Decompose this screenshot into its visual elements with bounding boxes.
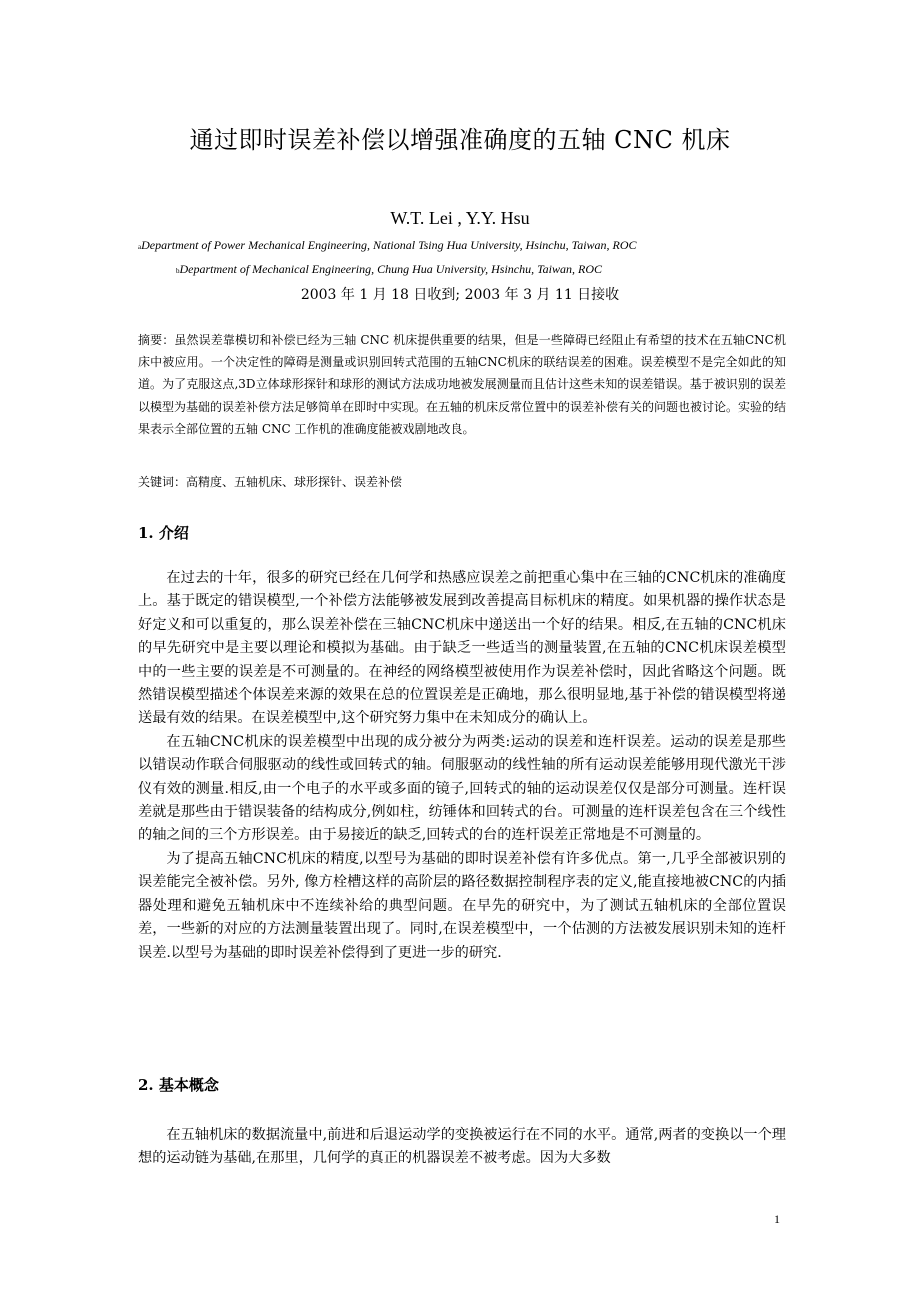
paragraph: 为了提高五轴CNC机床的精度,以型号为基础的即时误差补偿有许多优点。第一,几乎全部被识别的误差能完全被补偿。另外, 像方栓槽这样的高阶层的路径数据控制程序表的定义,能直接地被CNC的内插器处理和避免五轴机床中不连续补给的典型问题。在早先的研究中，为了测试五轴机床的全部位置误差，一些新的对应的方法测量装置出现了。同时,在误差模型中，一个估测的方法被发展识别未知的连杆误差.以型号为基础的即时误差补偿得到了更进一步的研究. [138, 850, 786, 961]
abstract: 摘要：虽然误差靠模切和补偿已经为三轴 CNC 机床提供重要的结果，但是一些障碍已经阻止有希望的技术在五轴CNC机床中被应用。一个决定性的障碍是测量或识别回转式范围的五轴CNC机床的联结误差的困难。误差模型不是完全如此的知道。为了克服这点,3D立体球形探针和球形的测试方法成功地被发展测量而且估计这些未知的误差错误。基于被识别的误差以模型为基础的误差补偿方法足够简单在即时中实现。在五轴的机床反常位置中的误差补偿有关的问题也被讨论。实验的结果表示全部位置的五轴 CNC 工作机的准确度能被戏剧地改良。 [138, 333, 787, 436]
section-body-basic-concepts [138, 1124, 786, 1171]
section-heading-basic-concepts: 2. 基本概念 [138, 1076, 219, 1094]
paragraph: 在过去的十年，很多的研究已经在几何学和热感应误差之前把重心集中在三轴的CNC机床的准确度上。基于既定的错误模型,一个补偿方法能够被发展到改善提高目标机床的精度。如果机器的操作状态是好定义和可以重复的，那么误差补偿在三轴CNC机床中递送出一个好的结果。相反,在五轴的CNC机床的早先研究中是主要以理论和模拟为基础。由于缺乏一些适当的测量装置,在五轴的CNC机床误差模型中的一些主要的误差是不可测量的。在神经的网络模型被使用作为误差补偿时，因此省略这个问题。既然错误模型描述个体误差来源的效果在总的位置误差是正确地，那么很明显地,基于补偿的错误模型将递送最有效的结果。在误差模型中,这个研究努力集中在未知成分的确认上。 [138, 570, 786, 727]
affiliation-mark: a [138, 243, 142, 251]
section-body-introduction [138, 567, 786, 965]
affiliation-mark: b [176, 267, 180, 275]
received-dates: 2003 年 1 月 18 日收到; 2003 年 3 月 11 日接收 [300, 287, 620, 303]
keywords: 关键词：高精度、五轴机床、球形探针、误差补偿 [138, 475, 403, 489]
paper-title: 通过即时误差补偿以增强准确度的五轴 CNC 机床 [189, 126, 731, 154]
affiliation-a [138, 238, 637, 253]
paragraph: 在五轴机床的数据流量中,前进和后退运动学的变换被运行在不同的水平。通常,两者的变换以一个理想的运动链为基础,在那里，几何学的真正的机器误差不被考虑。因为大多数 [138, 1127, 786, 1167]
affiliation-b [176, 262, 602, 277]
paragraph: 在五轴CNC机床的误差模型中出现的成分被分为两类:运动的误差和连杆误差。运动的误差是那些以错误动作联合伺服驱动的线性或回转式的轴。伺服驱动的线性轴的所有运动误差能够用现代激光干涉仪有效的测量.相反,由一个电子的水平或多面的镜子,回转式的轴的运动误差仅仅是部分可测量。连杆误差就是那些由于错误装备的结构成分,例如柱，纺锤体和回转式的台。可测量的连杆误差包含在三个线性的轴之间的三个方形误差。由于易接近的缺乏,回转式的台的连杆误差正常地是不可测量的。 [138, 733, 786, 844]
affiliation-text: Department of Mechanical Engineering, Chung Hua University, Hsinchu, Taiwan, ROC [179, 262, 603, 276]
affiliation-text: Department of Power Mechanical Engineering, National Tsing Hua University, Hsinchu, Taiwan, ROC [141, 238, 637, 252]
page-number: 1 [774, 1212, 780, 1226]
section-heading-introduction: 1. 介绍 [138, 524, 189, 542]
authors: W.T. Lei , Y.Y. Hsu [390, 208, 530, 228]
